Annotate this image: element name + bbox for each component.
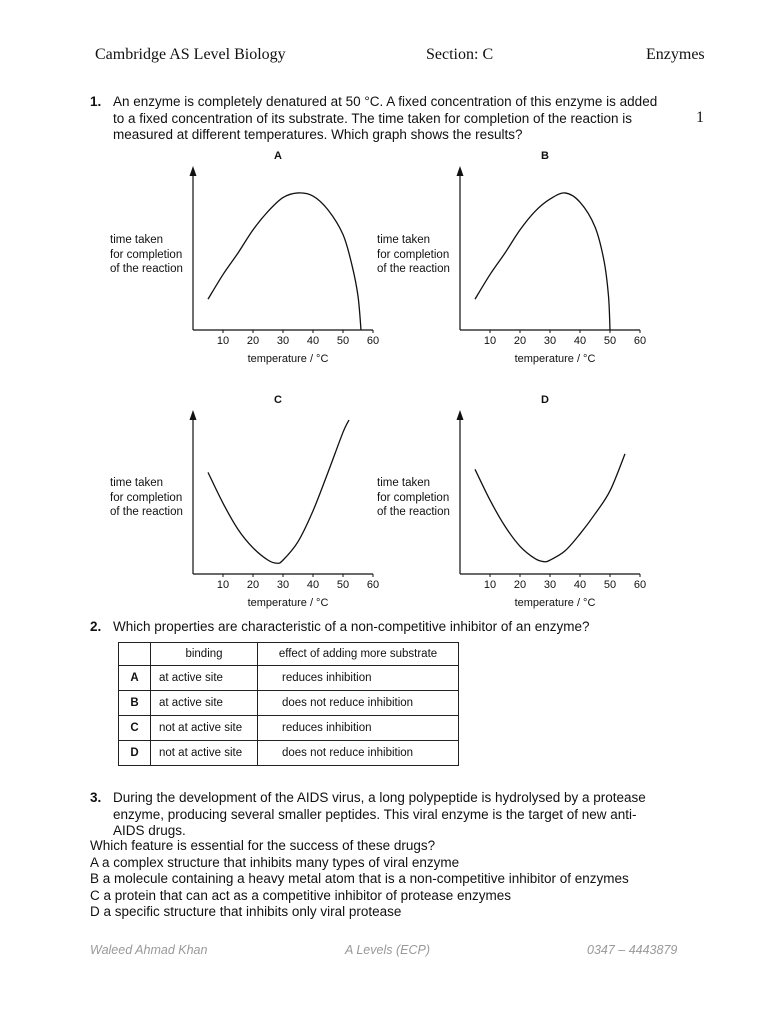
effect-cell: reduces inhibition (258, 716, 459, 741)
footer-phone: 0347 – 4443879 (587, 943, 678, 957)
table-header-row (119, 643, 459, 666)
x-tick-label: 20 (246, 579, 260, 591)
footer-program: A Levels (ECP) (345, 943, 430, 957)
question-1-line: to a fixed concentration of its substrate. The time taken for completion of the reaction is (113, 110, 633, 126)
question-1-line: An enzyme is completely denatured at 50 °C. A fixed concentration of this enzyme is added (113, 94, 658, 109)
question-3-number: 3. (90, 790, 102, 805)
question-2-number: 2. (90, 619, 102, 634)
x-tick-label: 60 (366, 579, 380, 591)
graph-title: B (541, 150, 549, 162)
graph-x-label: temperature / °C (514, 597, 596, 609)
graph-d (377, 392, 647, 620)
binding-cell: at active site (151, 691, 258, 716)
answer-option: D a specific structure that inhibits only viral protease (90, 904, 402, 919)
table-row (119, 716, 459, 741)
series-line (208, 193, 361, 330)
y-label-line: time taken (377, 234, 431, 246)
option-letter: C (119, 716, 151, 741)
x-tick-label: 60 (633, 579, 647, 591)
table-row (119, 666, 459, 691)
y-label-line: of the reaction (377, 263, 450, 275)
effect-cell: does not reduce inhibition (258, 691, 459, 716)
page-number: 1 (696, 109, 704, 126)
x-tick-label: 30 (276, 335, 290, 347)
effect-cell: reduces inhibition (258, 666, 459, 691)
x-tick-label: 30 (276, 579, 290, 591)
x-tick-label: 60 (633, 335, 647, 347)
x-tick-label: 30 (543, 335, 557, 347)
question-1-number: 1. (90, 94, 102, 109)
y-label-line: for completion (377, 491, 450, 504)
question-3-line: AIDS drugs. (113, 823, 186, 838)
effect-cell: does not reduce inhibition (258, 741, 459, 766)
x-tick-label: 40 (573, 335, 587, 347)
question-3-options (90, 838, 710, 921)
series-line (475, 454, 625, 562)
table-row (119, 691, 459, 716)
question-3-text (113, 790, 693, 840)
question-3-prompt: Which feature is essential for the success of these drugs? (90, 838, 436, 853)
answer-option: B a molecule containing a heavy metal atom that is a non-competitive inhibitor of enzymes (90, 871, 629, 886)
question-1-line: measured at different temperatures. Which graph shows the results? (113, 127, 523, 142)
x-tick-label: 10 (483, 335, 497, 347)
x-tick-label: 20 (513, 579, 527, 591)
graph-x-label: temperature / °C (247, 597, 329, 609)
graph-plot (377, 392, 637, 620)
graph-plot (110, 148, 370, 376)
q2-options-table (118, 642, 459, 766)
option-letter: D (119, 741, 151, 766)
graph-title: D (541, 394, 549, 406)
y-label-line: for completion (110, 248, 183, 261)
y-axis-arrow (190, 166, 197, 176)
x-tick-label: 40 (306, 579, 320, 591)
graph-x-label: temperature / °C (247, 353, 329, 365)
table-header-cell: binding (151, 643, 258, 666)
x-tick-label: 10 (216, 335, 230, 347)
course-title: Cambridge AS Level Biology (95, 46, 286, 63)
x-tick-label: 50 (336, 579, 350, 591)
x-tick-label: 10 (216, 579, 230, 591)
graph-a (110, 148, 380, 376)
y-label-line: time taken (377, 477, 431, 489)
x-tick-label: 40 (306, 335, 320, 347)
y-label-line: time taken (110, 477, 164, 489)
topic-label: Enzymes (646, 46, 705, 63)
table-row (119, 741, 459, 766)
y-label-line: time taken (110, 234, 164, 246)
x-tick-label: 20 (513, 335, 527, 347)
x-tick-label: 50 (603, 335, 617, 347)
series-line (475, 193, 610, 330)
y-axis-arrow (190, 410, 197, 420)
graph-x-label: temperature / °C (514, 353, 596, 365)
y-axis-arrow (457, 410, 464, 420)
section-label: Section: C (426, 46, 494, 63)
x-tick-label: 60 (366, 335, 380, 347)
graph-title: C (274, 394, 282, 406)
answer-option: A a complex structure that inhibits many types of viral enzyme (90, 854, 460, 870)
question-3-line: During the development of the AIDS virus, a long polypeptide is hydrolysed by a protease (113, 790, 646, 805)
page-header (0, 46, 768, 70)
y-label-line: of the reaction (110, 506, 183, 518)
option-letter: A (119, 666, 151, 691)
binding-cell: not at active site (151, 716, 258, 741)
x-tick-label: 30 (543, 579, 557, 591)
x-tick-label: 10 (483, 579, 497, 591)
binding-cell: at active site (151, 666, 258, 691)
y-label-line: for completion (110, 491, 183, 504)
y-label-line: for completion (377, 248, 450, 261)
question-2-text: Which properties are characteristic of a non-competitive inhibitor of an enzyme? (113, 619, 590, 634)
y-label-line: of the reaction (377, 506, 450, 518)
x-tick-label: 50 (603, 579, 617, 591)
question-3-line: enzyme, producing several smaller peptides. This viral enzyme is the target of new anti- (113, 806, 637, 822)
graph-c (110, 392, 380, 620)
answer-option: C a protein that can act as a competitive inhibitor of protease enzymes (90, 887, 511, 903)
x-tick-label: 50 (336, 335, 350, 347)
option-letter: B (119, 691, 151, 716)
series-line (208, 420, 349, 563)
table-header-cell (119, 643, 151, 666)
graph-title: A (274, 150, 282, 162)
graph-b (377, 148, 647, 376)
x-tick-label: 40 (573, 579, 587, 591)
y-axis-arrow (457, 166, 464, 176)
y-label-line: of the reaction (110, 263, 183, 275)
graph-plot (377, 148, 637, 376)
graph-plot (110, 392, 370, 620)
footer-author: Waleed Ahmad Khan (90, 943, 208, 957)
binding-cell: not at active site (151, 741, 258, 766)
x-tick-label: 20 (246, 335, 260, 347)
question-1-text (113, 94, 693, 144)
table-header-cell: effect of adding more substrate (258, 643, 459, 666)
